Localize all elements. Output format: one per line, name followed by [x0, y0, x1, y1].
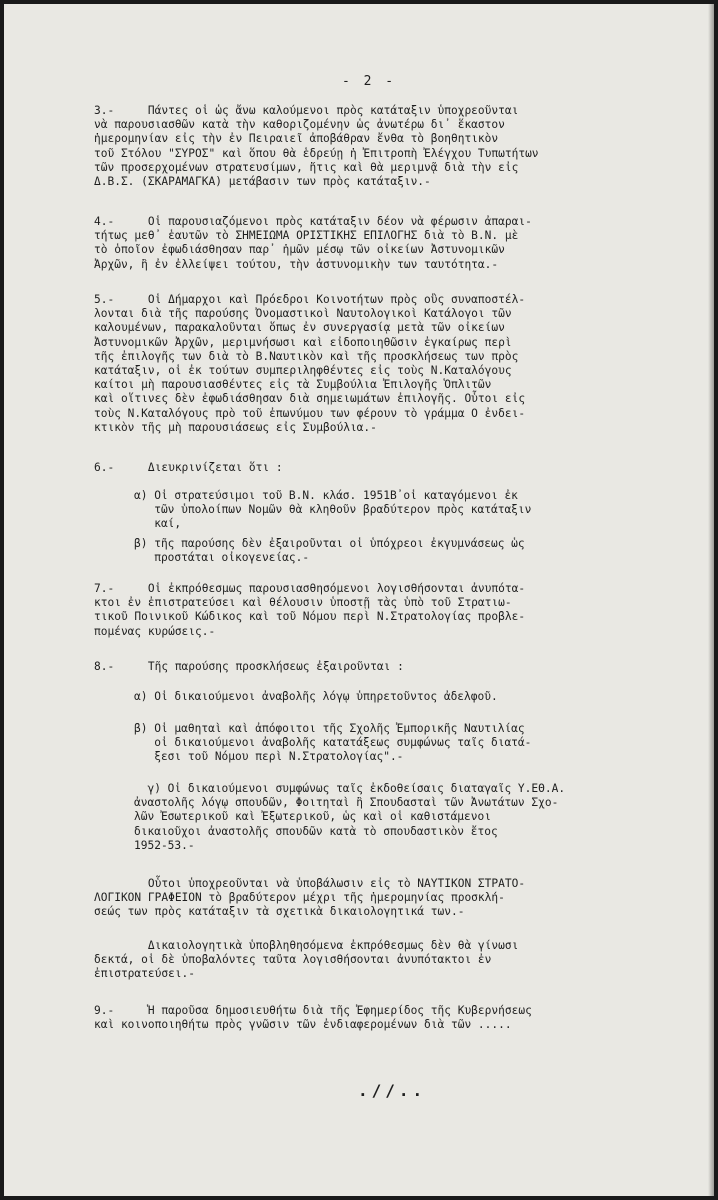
item-6a: α) Οἱ στρατεύσιμοι τοῦ Β.Ν. κλάσ. 1951Β᾽οἱ καταγόμενοι ἐκ τῶν ὑπολοίπων Νομῶν θὰ κληθοῦν βραδύτερον πρὸς κατάταξιν καί, — [134, 489, 532, 531]
paragraph-4: 4.- Οἱ παρουσιαζόμενοι πρὸς κατάταξιν δέον νὰ φέρωσιν ἀπαραι- τήτως μεθ᾽ ἑαυτῶν τὸ ΣΗΜΕΙΩΜΑ ΟΡΙΣΤΙΚΗΣ ΕΠΙΛΟΓΗΣ διὰ τὸ Β.Ν. μὲ τὸ ὁποῖον ἐφωδιάσθησαν παρ᾽ ἡμῶν μέσῳ τῶν οἰκείων Ἀστυνομικῶν Ἀρχῶν, ἢ ἐν ἐλλείψει τούτου, τὴν ἀστυνομικὴν των ταυτότητα.- — [94, 215, 532, 271]
paragraph-7: 7.- Οἱ ἐκπρόθεσμως παρουσιασθησόμενοι λογισθήσονται ἀνυπότα- κτοι ἐν ἐπιστρατεύσει καὶ θέλουσιν ὑποστῇ τὰς ὑπὸ τοῦ Στρατιω- τικοῦ Ποινικοῦ Κώδικος καὶ τοῦ Νόμου περὶ Ν.Στρατολογίας προβλε- πομένας κυρώσεις.- — [94, 582, 526, 638]
page-edge-shadow — [708, 4, 714, 1196]
paragraph-obligation: Οὗτοι ὑποχρεοῦνται νὰ ὑποβάλωσιν εἰς τὸ ΝΑΥΤΙΚΟΝ ΣΤΡΑΤΟ- ΛΟΓΙΚΟΝ ΓΡΑΦΕΙΟΝ τὸ βραδύτερον μέχρι τῆς ἡμερομηνίας προσκλή- σεώς των πρὸς κατάταξιν τὰ σχετικὰ δικαιολογητικά των.- — [94, 877, 526, 919]
document-page — [4, 4, 714, 1196]
item-8a: α) Οἱ δικαιούμενοι ἀναβολῆς λόγῳ ὑπηρετοῦντος ἀδελφοῦ. — [134, 690, 498, 703]
paragraph-8-heading: 8.- Τῆς παρούσης προσκλήσεως ἐξαιροῦνται : — [94, 660, 404, 673]
item-8b: β) Οἱ μαθηταὶ καὶ ἀπόφοιτοι τῆς Σχολῆς Ἐμπορικῆς Ναυτιλίας οἱ δικαιούμενοι ἀναβολῆς κατατάξεως συμφώνως ταῖς διατά- ξεσι τοῦ Νόμου περὶ Ν.Στρατολογίας".- — [134, 722, 532, 764]
item-6b: β) τῆς παρούσης δὲν ἐξαιροῦνται οἱ ὑπόχρεοι ἐκγυμνάσεως ὡς προστάται οἰκογενείας.- — [134, 537, 525, 565]
item-8c: γ) Οἱ δικαιούμενοι συμφώνως ταῖς ἐκδοθείσαις διαταγαῖς Υ.ΕΘ.Α. ἀναστολῆς λόγῳ σπουδῶν, Φοιτηταὶ ἢ Σπουδασταὶ τῶν Ἀνωτάτων Σχο- λῶν Ἐσωτερικοῦ καὶ Ἐξωτερικοῦ, ὡς καὶ οἱ καθιστάμενοι δικαιοῦχοι ἀναστολῆς σπουδῶν κατὰ τὸ σπουδαστικὸν ἔτος 1952-53.- — [134, 782, 566, 852]
paragraph-6-heading: 6.- Διευκρινίζεται ὅτι : — [94, 461, 283, 474]
paragraph-5: 5.- Οἱ Δήμαρχοι καὶ Πρόεδροι Κοινοτήτων πρὸς οὓς συναποστέλ- λονται διὰ τῆς παρούσης Ὀνομαστικοὶ Ναυτολογικοὶ Κατάλογοι τῶν καλουμένων, παρακαλοῦνται ὅπως ἐν συνεργασίᾳ μετὰ τῶν οἰκείων Ἀστυνομικῶν Ἀρχῶν, μεριμνήσωσι καὶ εἰδοποιηθῶσιν ἐγκαίρως περὶ τῆς ἐπιλογῆς των διὰ τὸ Β.Ναυτικὸν καὶ τῆς προσκλήσεως των πρὸς κατάταξιν, οἱ ἐκ τούτων συμπεριληφθέντες εἰς τοὺς Ν.Καταλόγους καίτοι μὴ παρουσιασθέντες εἰς τὰ Συμβούλια Ἐπιλογῆς Ὁπλιτῶν καὶ οἵτινες δὲν ἐφωδιάσθησαν διὰ σημειωμάτων ἐπιλογῆς. Οὗτοι εἰς τοὺς Ν.Καταλόγους πρὸ τοῦ ἐπωνύμου των φέρουν τὸ γράμμα Ο ἐνδει- κτικὸν τῆς μὴ παρουσιάσεως εἰς Συμβούλια.- — [94, 293, 526, 434]
paragraph-documents: Δικαιολογητικὰ ὑποβληθησόμενα ἐκπρόθεσμως δὲν θὰ γίνωσι δεκτά, οἱ δὲ ὑποβαλόντες ταῦτα λογισθήσονται ἀνυπότακτοι ἐν ἐπιστρατεύσει.- — [94, 939, 519, 981]
page-number: - 2 - — [342, 74, 397, 89]
paragraph-9: 9.- Ἡ παροῦσα δημοσιευθήτω διὰ τῆς Ἐφημερίδος τῆς Κυβερνήσεως καὶ κοινοποιηθήτω πρὸς γνῶσιν τῶν ἐνδιαφερομένων διὰ τῶν ..... — [94, 1004, 532, 1032]
continuation-mark: .//.. — [358, 1081, 427, 1100]
paragraph-3: 3.- Πάντες οἱ ὡς ἄνω καλούμενοι πρὸς κατάταξιν ὑποχρεοῦνται νὰ παρουσιασθῶν κατὰ τὴν καθοριζομένην ὡς ἀνωτέρω δι᾽ ἕκαστον ἡμερομηνίαν εἰς τὴν ἐν Πειραιεῖ ἀποβάθραν ἔνθα τὸ βοηθητικὸν τοῦ Στόλου "ΣΥΡΟΣ" καὶ ὅπου θὰ ἑδρεύῃ ἡ Ἐπιτροπὴ Ἐλέγχου Τυπωτήτων τῶν προσερχομένων στρατευσίμων, ἥτις καὶ θὰ μεριμνᾷ διὰ τὴν εἰς Δ.Β.Σ. (ΣΚΑΡΑΜΑΓΚΑ) μετάβασιν των πρὸς κατάταξιν.- — [94, 104, 539, 189]
